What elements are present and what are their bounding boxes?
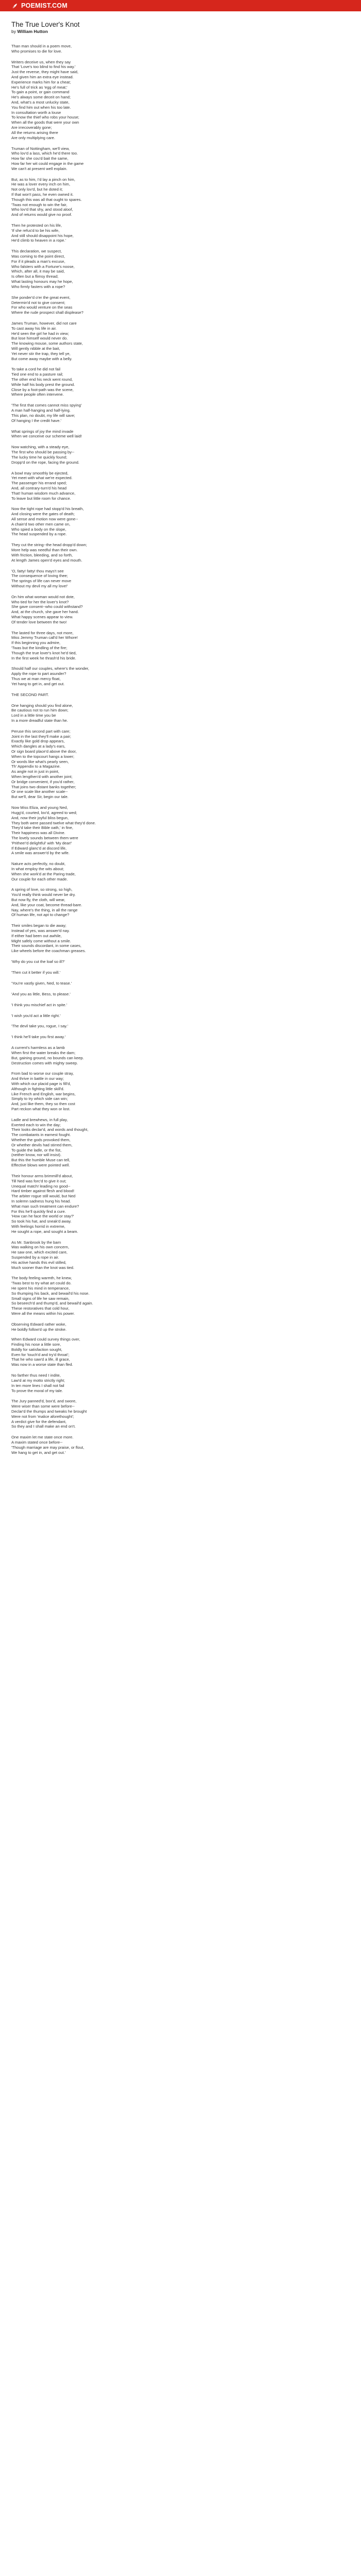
poem-line: 'Twas best to try what art could do. (11, 1281, 72, 1286)
poem-line: So took his hat, and sneak'd away. (11, 1219, 72, 1224)
poem-line: The passenger his errand sped; (11, 481, 67, 486)
poem-line: The lovely sounds between them were (11, 835, 78, 840)
poem-stanza (11, 60, 197, 141)
poem-line: When we conceive our scheme well laid! (11, 434, 82, 439)
poem-line: Exerted each to win the day; (11, 1122, 61, 1127)
poem-line: Than man should in a poem move, (11, 44, 72, 48)
poem-line: But, as to him, I'd lay a pinch on him, (11, 177, 75, 182)
poem-line: This declaration, we suspect, (11, 249, 62, 254)
poem-line: For this he'll quickly find a cure. (11, 1209, 66, 1214)
poem-line: Are only multiplying care. (11, 135, 55, 140)
feather-logo-icon (11, 3, 18, 9)
poem-line: And, all contrary-turn'd his head (11, 485, 67, 490)
poem-stanza (11, 177, 197, 217)
poem-line: At length James open'd eyes and mouth. (11, 557, 83, 563)
poem-line: But come away maybe with a belly. (11, 356, 73, 361)
poem-line: Although in fighting little skill'd. (11, 1086, 64, 1091)
poem-line: They both were passed twelve what they'd done. (11, 820, 96, 825)
poem-line: If that won't pass, he even owned it. (11, 192, 74, 197)
poem-byline (11, 29, 197, 35)
poem-line: A spring of love, so strong, so high, (11, 887, 73, 892)
poem-line: Boldly for satisfaction sought, (11, 1347, 62, 1352)
poem-line: What springs of joy the mind invade (11, 429, 74, 434)
poem-stanza (11, 223, 197, 243)
poem-line: He's always some deceit on hand; (11, 95, 71, 100)
poem-line: As Mr. Sanbrook by the barn (11, 1240, 61, 1245)
poem-line: Truman of Nottingham, we'll view, (11, 146, 70, 151)
poem-line: She ponder'd o'er the great event, (11, 295, 71, 300)
poem-line: A smile was answer'd by the wife. (11, 851, 70, 856)
poem-line: Who lov'd a lass, which he'd there too. (11, 151, 78, 156)
poem-line: Or one scale like another scale-- (11, 789, 68, 794)
poem-line: With which our placid page is fill'd, (11, 1081, 71, 1087)
poem-stanza (11, 729, 197, 800)
poem-line: All sense and motion now were gone-- (11, 516, 78, 521)
poem-line: Writers deceive us, when they say (11, 59, 71, 64)
poem-line: His active hands this evil stilled, (11, 1260, 67, 1265)
poem-stanza (11, 959, 197, 964)
poem-stanza (11, 471, 197, 501)
poem-line: Were wiser than some were before-- (11, 1404, 75, 1409)
poem-line: He was a lover every inch on him, (11, 182, 70, 187)
poem-stanza (11, 703, 197, 723)
poem-line: How far she cou'd bait the same, (11, 156, 69, 161)
poem-line: Who lov'd that shy, and stood aloof, (11, 207, 73, 212)
poem-line: Was now in a worse state than fled. (11, 1362, 73, 1367)
poem-line: Not only lov'd, but he doted it; (11, 187, 63, 192)
poem-line: That joins two distant banks together; (11, 784, 76, 789)
poem-line: If this beginning you admire, (11, 640, 60, 646)
poem-line: With friction, bleeding, and so forth, (11, 552, 73, 557)
poem-line: Like wheels before the coachman greases. (11, 948, 86, 954)
poem-line: Who firmly fasters with a rope? (11, 284, 65, 289)
poem-line: Till Ned was forc'd to give it out; (11, 1178, 67, 1183)
poem-line: Effective blows were pointed well. (11, 1163, 70, 1168)
poem-line: Observing Edward rather woke, (11, 1321, 67, 1327)
poem-stanza (11, 1322, 197, 1367)
poem-line: And thrive in battle in our way; (11, 1076, 64, 1081)
poem-line: In ten more lines I shall not fail (11, 1383, 64, 1388)
poem-title: The True Lover's Knot (11, 21, 80, 28)
poem-line: And closing were the gates of death; (11, 512, 75, 517)
poem-line: Though this was all that ought to spares. (11, 197, 82, 202)
poem-line: When Edward could survey things over, (11, 1337, 80, 1342)
poem-line: The arbiter rogue still would, but Ned (11, 1194, 76, 1199)
site-logo-text[interactable]: POEMIST.COM (21, 2, 68, 9)
poem-line: Even for 'touch'd and try'd throat'; (11, 1352, 70, 1357)
poem-stanza (11, 429, 197, 439)
poem-line (11, 1332, 197, 1337)
poem-line: Or bridge convenient, if you'd rather, (11, 779, 75, 784)
poem-line: Was coming to the point direct, (11, 254, 65, 259)
poem-line: Joint in the last they'll make a pair; (11, 734, 71, 739)
poem-line: Exactly like gold drop appears, (11, 739, 65, 744)
poem-line: The other end his neck went round, (11, 377, 73, 382)
poem-line: 'How can he face the world or stay?' (11, 1214, 74, 1219)
poem-line: Much sooner than the knot was tied. (11, 1265, 74, 1270)
poem-line: 'I think you mischief act in spite.' (11, 1002, 67, 1007)
poem-line: The Jury panned'd, box'd, and swore, (11, 1399, 77, 1404)
poem-line: As angle not in just in point, (11, 769, 59, 774)
poem-line: A verdict give for the defendant, (11, 1419, 67, 1424)
poem-line: Our couple for each other made. (11, 876, 68, 882)
poem-line: Experience marks him for a cheat; (11, 79, 71, 84)
poem-line: Hugg'd, courted, lov'd, agreed to wed; (11, 810, 77, 815)
poem-line: When first the water breaks the dam; (11, 1050, 76, 1055)
poem-stanza (11, 295, 197, 315)
poem-line: Their honour arms brimmill'd about, (11, 1173, 73, 1178)
poem-line: The head suspended by a rope. (11, 532, 67, 537)
poem-line: He saw one, which excited care, (11, 1250, 68, 1255)
poem-line: Destruction comes with mighty sweep. (11, 1060, 78, 1065)
poem-line: But, gaining ground, no bounds can keep. (11, 1055, 84, 1060)
poem-line: That! human wisdom much advance, (11, 490, 76, 496)
poem-line: Apply the rope to part asunder? (11, 671, 67, 676)
poem-line: One maxim let me state once more. (11, 1435, 74, 1440)
poem-line: To know the thief who robs your house; (11, 115, 79, 120)
poem-line: Nay, where's the thing, in all the range (11, 907, 78, 912)
poem-line: But this the humble Muse can tell, (11, 1158, 70, 1163)
poem-line: Or sign board place'd above the door, (11, 749, 77, 754)
poem-line: Are irrecoverably gone; (11, 125, 52, 130)
byline-prefix: by (11, 29, 16, 34)
poem-line: Be cautious not to run him down; (11, 708, 69, 713)
poem-stanza (11, 861, 197, 882)
poem-line: The combatants in earnest fought. (11, 1132, 71, 1138)
poem-line: 'And you as little, Bess, to please.' (11, 991, 71, 996)
poem-line: Like French and English, war begins, (11, 1091, 76, 1096)
poem-line: He sought a rope, and sought a beam. (11, 1229, 78, 1234)
poem-stanza (11, 1013, 197, 1019)
poem-stanza (11, 595, 197, 625)
poem-line: When she work'd at the Paring trade, (11, 871, 76, 876)
poem-line: Of human life, not apt to change? (11, 912, 70, 918)
poem-line: Their smiles began to die away; (11, 923, 67, 928)
poem-line: Now watching, with a steady eye, (11, 445, 70, 450)
poem-line: The body feeling warmth, he knew, (11, 1276, 72, 1281)
poem-line: Law'd at my motto strictly right; (11, 1378, 65, 1383)
poem-line: Now the tight rope had stopp'd his breath, (11, 506, 84, 512)
poem-body (11, 44, 197, 1455)
poem-line: Unequal match! leading no good-- (11, 1183, 71, 1189)
poem-line: And, like your coat, become thread-bare. (11, 902, 83, 907)
poem-line: Were all the means within his power. (11, 1311, 75, 1316)
poem-line: This plan, no doubt, my life will save; (11, 413, 75, 418)
poem-line: You find him out when his too late. (11, 105, 71, 110)
poem-line: 'You're vastly given, Ned, to tease.' (11, 980, 72, 986)
poem-line: Which dangles at a lady's ears, (11, 744, 65, 749)
poem-line: To leave but little room for chance. (11, 496, 71, 501)
poem-line: How far her wit could engage in the game (11, 161, 84, 166)
poem-line: Should half our couples, where's the wonder, (11, 666, 89, 671)
poem-line: He's full of trick as 'egg of meat;' (11, 84, 68, 90)
poem-stanza (11, 569, 197, 589)
poem-stanza (11, 403, 197, 423)
poem-line: In solemn sadness hung his head. (11, 1198, 71, 1204)
poem-line: For who would venture on the seas (11, 305, 73, 310)
poem-line: In a more dreadful state than he. (11, 718, 68, 723)
poem-stanza (11, 506, 197, 537)
poem-line: They cut the string--the head dropp'd down; (11, 543, 87, 548)
poem-line: Dropp'd on the rope, facing the ground. (11, 460, 79, 465)
poem-line: In what employ the wits about; (11, 866, 64, 871)
poem-line: 'Though marriage are may praise, or flout, (11, 1445, 85, 1450)
poem-line: Miss Jemmy Truman call'd her Whore! (11, 635, 78, 640)
poem-stanza (11, 692, 197, 698)
poem-line: Who falsters with a Fortune's noose, (11, 264, 75, 269)
poem-line: She gave consent--who could withstand? (11, 604, 83, 609)
poem-line: 'The first that comes cannot miss spying' (11, 403, 82, 408)
poem-line: Yet meet with what we're expected. (11, 476, 73, 481)
poem-stanza (11, 1071, 197, 1111)
poem-line: And, what's a most unlucky state, (11, 100, 70, 105)
poem-line: Their sounds discordant, in some cases, (11, 943, 81, 948)
poem-line: The knowing mouse, some authors state, (11, 341, 83, 346)
poem-stanza (11, 981, 197, 986)
poem-line: Yet never stir the trap, they tell ye, (11, 351, 71, 356)
poem-line: Which, after all, it may be said, (11, 269, 65, 274)
poem-line: Though the true lover's knot he'd tied, (11, 650, 77, 655)
poem-line: A current's harmless as a lamb (11, 1045, 65, 1050)
poem-line: Their looks declar'd, and words and thought, (11, 1127, 89, 1132)
poem-line: Where people often intervene. (11, 392, 64, 397)
poem-line: From bad to worse our couple stray, (11, 1071, 74, 1076)
poem-line: 'Twas not enough to win the fair, (11, 202, 68, 207)
poem-line: He spent his mind in temperance, (11, 1286, 70, 1291)
poem-line: For if it pleads a man's excuse, (11, 259, 65, 264)
poem-line: But lose himself would never do. (11, 336, 68, 341)
poem-stanza (11, 1174, 197, 1234)
poem-line: Who promises to die for love. (11, 48, 62, 54)
poem-line: Where the rude prospect shall displease? (11, 310, 84, 315)
poem-line: But we'll, dear Sir, begin our tale. (11, 794, 69, 800)
poem-stanza (11, 1435, 197, 1455)
poem-line: One hanging should you find alone, (11, 703, 73, 708)
poem-line: No farther thus need I indite, (11, 1373, 61, 1378)
poem-line: The springs of life can never move (11, 579, 72, 584)
poem-line: Simply to try which side can win; (11, 1096, 68, 1101)
poem-line: These restoratives that cold hour, (11, 1306, 70, 1311)
poem-line: A bowl may smoothly be ejected, (11, 470, 69, 476)
poem-line: He'd climb to heaven in a rope.' (11, 238, 66, 243)
poem-line: Their happiness was all Divine. (11, 831, 65, 836)
site-header (0, 0, 361, 11)
poem-line: Hard timber against flesh and blood! (11, 1189, 74, 1194)
poem-line: 'O, fatty! fatty! thou mays't see (11, 568, 64, 573)
poem-line: Or words like what's pearly seen, (11, 759, 69, 764)
poem-line: In consultation worth a louse (11, 110, 61, 115)
poem-line: In the first week he thrash'd his bride. (11, 655, 76, 660)
poem-line: Declar'd the thumps and tweaks he brought (11, 1409, 87, 1414)
poem-line: You'd really think would never be dry. (11, 892, 76, 897)
poem-stanza (11, 923, 197, 954)
poem-line: Close by a foot-path was the scene, (11, 387, 74, 392)
poem-line: 'Twas but the kindling of the fire; (11, 646, 68, 651)
poem-line: A man half-hanging and half-lying. (11, 408, 71, 413)
poem-line: The consequence of loving thee; (11, 573, 68, 579)
poem-line: 'If she refus'd to be his wife, (11, 228, 60, 233)
poem-line: And still should disappoint his hope, (11, 233, 74, 238)
poem-stanza (11, 887, 197, 918)
poem-line: Part reckon what they won or lost. (11, 1107, 71, 1111)
poem-line: He boldly follow'd up the stroke. (11, 1327, 67, 1332)
poem-stanza (11, 44, 197, 54)
poem-stanza (11, 1240, 197, 1270)
poem-line: Just the reverse, they might have said, (11, 70, 79, 75)
poem-line: With feelings horrid in extreme, (11, 1224, 65, 1229)
poem-line: 'Then cut it better if you will.' (11, 970, 60, 975)
poem-stanza (11, 367, 197, 397)
poem-line: To prove the moral of my tale. (11, 1388, 63, 1393)
poem-line: Who spied a body on the slope, (11, 527, 67, 532)
poem-stanza (11, 1045, 197, 1065)
poem-line: 'I think he'll take you first away.' (11, 1035, 66, 1040)
poem-line: Or whether devils had stirred them, (11, 1142, 73, 1147)
poem-line: Instead of yes, was answer'd nay. (11, 928, 70, 934)
poem-line: Then he protested on his life, (11, 223, 62, 228)
poem-line: If Edward glanc'd at discord life, (11, 845, 67, 851)
poem-stanza (11, 970, 197, 975)
poem-line: A maxim stated once before-- (11, 1440, 63, 1445)
poem-line: While half his body prest the ground. (11, 382, 75, 387)
poem-line: Determin'd not to give consent; (11, 300, 65, 305)
poem-line: Ladle and brewhews, in full play, (11, 1117, 68, 1122)
poem-line: James Truman, however, did not care (11, 321, 77, 326)
poem-line: 'I wish you'd act a little right.' (11, 1013, 61, 1018)
poem-stanza (11, 805, 197, 856)
poem-line: Tied one end to a pasture rail; (11, 372, 63, 377)
poem-stanza (11, 666, 197, 686)
poem-line: And, at the church, she gave her hand. (11, 609, 79, 615)
author-link[interactable]: William Hutton (17, 29, 48, 34)
poem-line: That he who saw'd a life, ill grace, (11, 1357, 70, 1362)
poem-line: Will gently nibble at the bait, (11, 346, 60, 351)
poem-line: When lengthen'd with another joint; (11, 774, 73, 779)
poem-stanza (11, 146, 197, 172)
poem-line: So thumping his back, and bewail'd his nose. (11, 1291, 90, 1296)
poem-line: That 'Love's too blind to find his way.' (11, 64, 76, 70)
poem-line: Suspended by a rope in air. (11, 1255, 59, 1260)
poem-line: Peruse this second part with care; (11, 728, 71, 734)
poem-line: Finding his nose a little sore, (11, 1342, 61, 1347)
poem-line: All the returns arising there (11, 130, 58, 135)
poem-line: Is often but a flimsy thread; (11, 274, 59, 279)
poem-line: So beseech'd and thump'd, and bewail'd again. (11, 1301, 93, 1306)
poem-line: 'Why do you cut the loaf so ill?' (11, 959, 65, 964)
poem-stanza (11, 1117, 197, 1168)
poem-stanza (11, 1373, 197, 1393)
poem-line: We hang to get in, and get out.' (11, 1450, 66, 1455)
poem-line: To cast away his life in air. (11, 326, 57, 331)
poem-line: Thus we at man mercy float, (11, 676, 61, 682)
poem-line: A chain'd two other men came on, (11, 521, 71, 527)
poem-line: But now fly, the cloth, will wear, (11, 897, 65, 903)
poem-line: To guide the ladle, or the fist, (11, 1147, 62, 1153)
poem-line: Who tied for her the lover's knot? (11, 599, 69, 604)
poem-line: What man such treatment can endure? (11, 1204, 79, 1209)
poem-line: Nature acts perfectly, no doubt, (11, 861, 65, 867)
poem-line: (neither know, nor will insist). (11, 1153, 62, 1158)
poem-line: To gain a point, or gain command (11, 90, 70, 95)
poem-stanza (11, 1024, 197, 1029)
poem-stanza (11, 1399, 197, 1429)
poem-line: And, now their joyful bliss begun, (11, 815, 69, 820)
poem-line: To take a cord he did not fail (11, 367, 60, 372)
poem-line: Of tender love between the two! (11, 619, 67, 624)
poem-line: Whether the gods provoked them, (11, 1138, 71, 1143)
poem-article (0, 21, 208, 1455)
poem-stanza (11, 1035, 197, 1040)
poem-line: They'd take their Bible oath,' in fine, (11, 825, 73, 831)
poem-line: Lord in a little time you be (11, 713, 56, 718)
poem-line: More help was needful than their own. (11, 548, 78, 553)
poem-stanza (11, 543, 197, 563)
poem-line: Were not from 'malice aforethought'; (11, 1414, 74, 1419)
poem-line: Without my devil my all my love!' (11, 583, 68, 588)
poem-line: And of returns would give no proof. (11, 212, 72, 217)
poem-line: On him what woman would not dote, (11, 594, 75, 599)
poem-line: What lasting honours may he hope, (11, 279, 73, 284)
poem-line: The lucky time he quickly found; (11, 454, 68, 460)
poem-stanza (11, 445, 197, 465)
poem-line: Now Miss Eliza, and young Ned, (11, 805, 68, 810)
poem-line: So they and I shall make an end on't. (11, 1424, 76, 1429)
poem-stanza (11, 1276, 197, 1316)
poem-line: 'The devil take you, rogue, I say.' (11, 1024, 68, 1029)
poem-line: 'Prithee!'d delightful' with 'My dear!' (11, 840, 72, 845)
poem-line: THE SECOND PART. (11, 692, 49, 697)
poem-line: Small signs of life he saw remain, (11, 1296, 70, 1301)
poem-line: We can't at present well explain. (11, 166, 68, 171)
poem-line: And, just like them, they so then cost (11, 1101, 75, 1107)
poem-line: He'd seen the girl he had in view; (11, 331, 69, 336)
poem-line: The first who should be passing by-- (11, 450, 74, 455)
poem-stanza (11, 992, 197, 997)
poem-line: If either had been out awhile, (11, 933, 62, 938)
poem-line: When all the goods that were your own (11, 120, 79, 125)
poem-line: Th' Appendix to a Magazine. (11, 764, 61, 769)
poem-line: What happy scenes appear to view. (11, 614, 73, 619)
poem-line: When to the topcourt hangs a lower; (11, 754, 74, 759)
poem-line: Might safely come without a smile. (11, 938, 71, 943)
poem-line: Yet hang to get in, and get out. (11, 681, 65, 686)
poem-line: Was walking on his own concern, (11, 1245, 69, 1250)
poem-stanza (11, 249, 197, 289)
poem-line: The lasted for three days, not more, (11, 630, 74, 635)
poem-line: And given him an extra eye instead. (11, 75, 74, 80)
poem-stanza (11, 1003, 197, 1008)
poem-stanza (11, 631, 197, 661)
poem-stanza (11, 321, 197, 361)
poem-line: Of hanging I the credit have.' (11, 418, 61, 423)
